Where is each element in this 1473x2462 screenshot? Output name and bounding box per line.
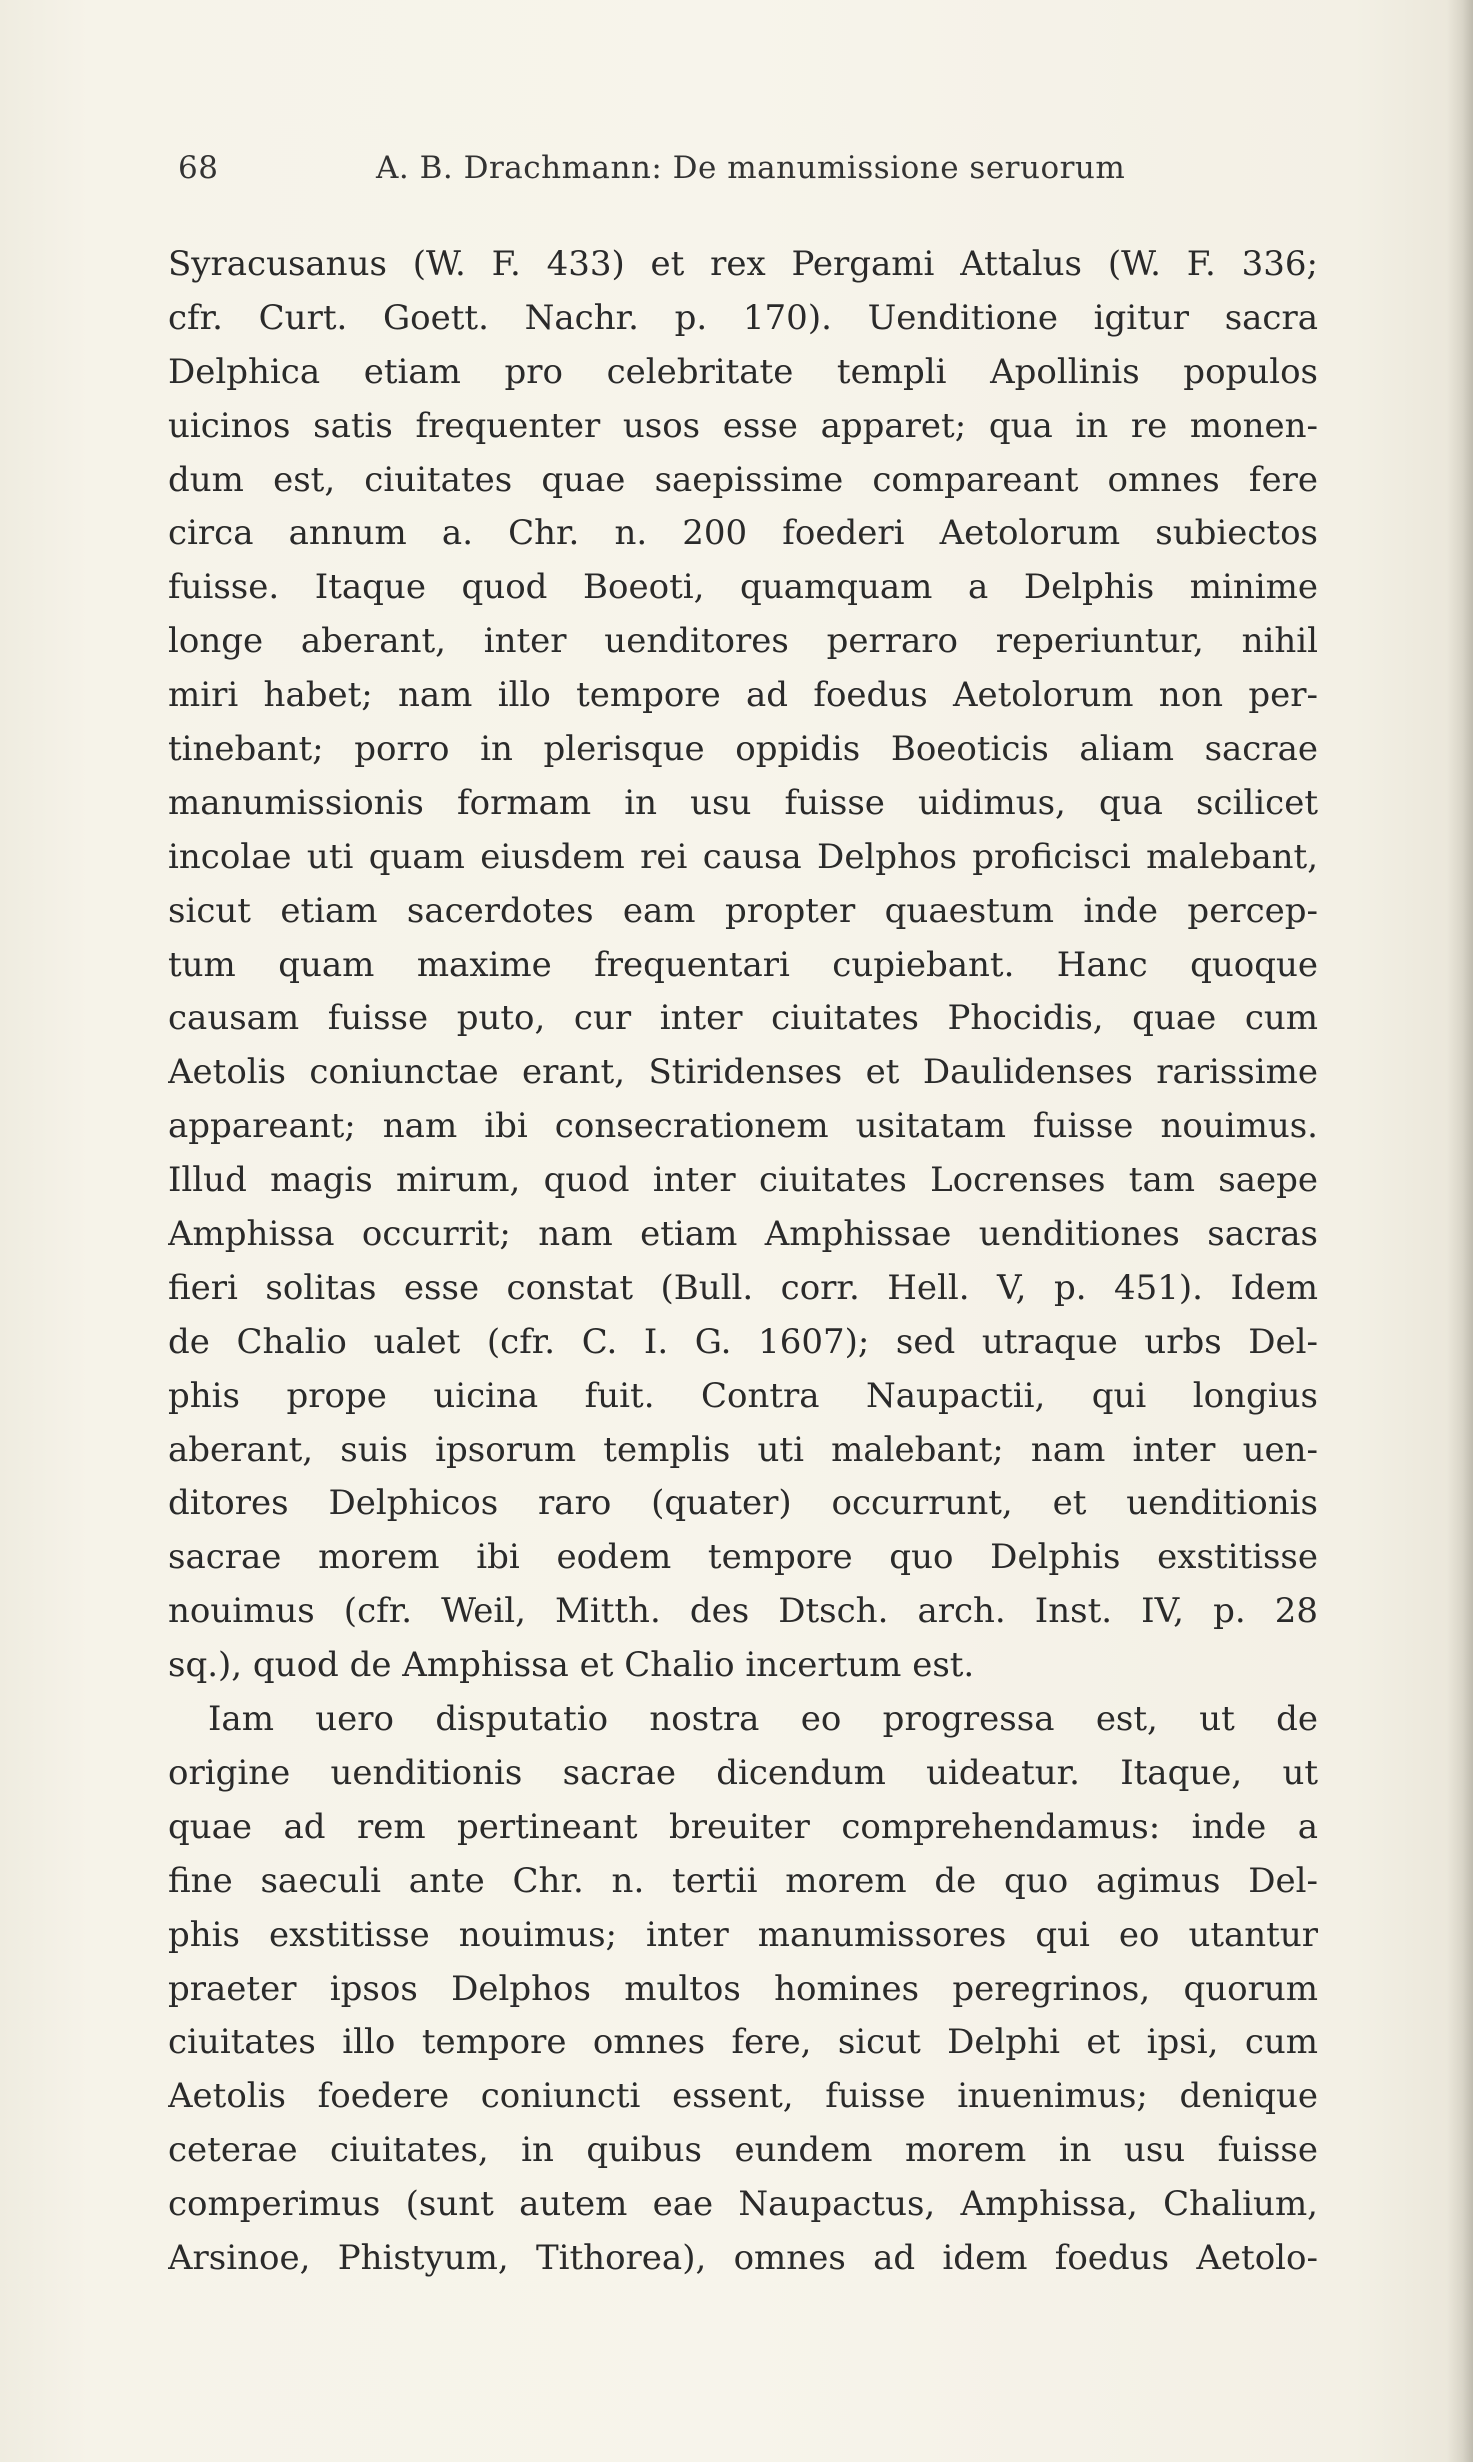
text-line: de Chalio ualet (cfr. C. I. G. 1607); sed utraque urbs Del- (168, 1321, 1318, 1362)
text-line: Amphissa occurrit; nam etiam Amphissae uenditiones sacras (168, 1214, 1318, 1255)
text-line: fine saeculi ante Chr. n. tertii morem de quo agimus Del- (168, 1860, 1318, 1901)
text-line: comperimus (sunt autem eae Naupactus, Amphissa, Chalium, (168, 2184, 1318, 2225)
text-line: cfr. Curt. Goett. Nachr. p. 170). Uenditione igitur sacra (168, 297, 1318, 338)
text-line: ditores Delphicos raro (quater) occurrunt, et uenditionis (168, 1483, 1318, 1524)
text-line: origine uenditionis sacrae dicendum uideatur. Itaque, ut (168, 1752, 1318, 1793)
text-line: miri habet; nam illo tempore ad foedus Aetolorum non per- (168, 675, 1318, 716)
text-line: circa annum a. Chr. n. 200 foederi Aetolorum subiectos (168, 513, 1318, 554)
text-line: manumissionis formam in usu fuisse uidimus, qua scilicet (168, 782, 1318, 823)
text-line: sacrae morem ibi eodem tempore quo Delphis exstitisse (168, 1537, 1318, 1578)
running-head (168, 150, 1318, 200)
text-line: praeter ipsos Delphos multos homines peregrinos, quorum (168, 1968, 1318, 2009)
page-edge-shadow (1447, 0, 1473, 2462)
text-line: tum quam maxime frequentari cupiebant. Hanc quoque (168, 944, 1318, 985)
text-line: appareant; nam ibi consecrationem usitatam fuisse nouimus. (168, 1106, 1318, 1147)
text-line: Syracusanus (W. F. 433) et rex Pergami Attalus (W. F. 336; (168, 244, 1318, 284)
text-line: Aetolis coniunctae erant, Stiridenses et Daulidenses rarissime (168, 1052, 1318, 1093)
running-title: A. B. Drachmann: De manumissione seruorum (376, 150, 1126, 186)
text-line: Illud magis mirum, quod inter ciuitates Locrenses tam saepe (168, 1160, 1318, 1201)
paragraph-end-line: sq.), quod de Amphissa et Chalio incertum est. (168, 1645, 975, 1686)
text-line: quae ad rem pertineant breuiter comprehendamus: inde a (168, 1806, 1318, 1847)
text-line: tinebant; porro in plerisque oppidis Boeoticis aliam sacrae (168, 729, 1318, 770)
text-line: phis prope uicina fuit. Contra Naupactii, qui longius (168, 1375, 1318, 1416)
text-line: causam fuisse puto, cur inter ciuitates Phocidis, quae cum (168, 998, 1318, 1039)
text-line: phis exstitisse nouimus; inter manumissores qui eo utantur (168, 1914, 1318, 1955)
text-line: Aetolis foedere coniuncti essent, fuisse inuenimus; denique (168, 2076, 1318, 2117)
page-number: 68 (178, 150, 219, 186)
text-line: longe aberant, inter uenditores perraro reperiuntur, nihil (168, 621, 1318, 662)
text-line: Delphica etiam pro celebritate templi Apollinis populos (168, 351, 1318, 392)
text-line: fuisse. Itaque quod Boeoti, quamquam a Delphis minime (168, 567, 1318, 608)
text-line: ceterae ciuitates, in quibus eundem morem in usu fuisse (168, 2130, 1318, 2171)
text-line: Arsinoe, Phistyum, Tithorea), omnes ad idem foedus Aetolo- (168, 2237, 1318, 2278)
text-line: aberant, suis ipsorum templis uti malebant; nam inter uen- (168, 1429, 1318, 1470)
text-line: incolae uti quam eiusdem rei causa Delphos proficisci malebant, (168, 836, 1318, 877)
text-line: ciuitates illo tempore omnes fere, sicut Delphi et ipsi, cum (168, 2022, 1318, 2063)
text-line: uicinos satis frequenter usos esse apparet; qua in re monen- (168, 405, 1318, 446)
text-line: sicut etiam sacerdotes eam propter quaestum inde percep- (168, 890, 1318, 931)
paragraph-start-line: Iam uero disputatio nostra eo progressa est, ut de (208, 1699, 1318, 1740)
body-text (168, 238, 1318, 2286)
text-line: fieri solitas esse constat (Bull. corr. Hell. V, p. 451). Idem (168, 1267, 1318, 1308)
text-line: nouimus (cfr. Weil, Mitth. des Dtsch. arch. Inst. IV, p. 28 (168, 1591, 1318, 1632)
text-line: dum est, ciuitates quae saepissime compareant omnes fere (168, 459, 1318, 500)
